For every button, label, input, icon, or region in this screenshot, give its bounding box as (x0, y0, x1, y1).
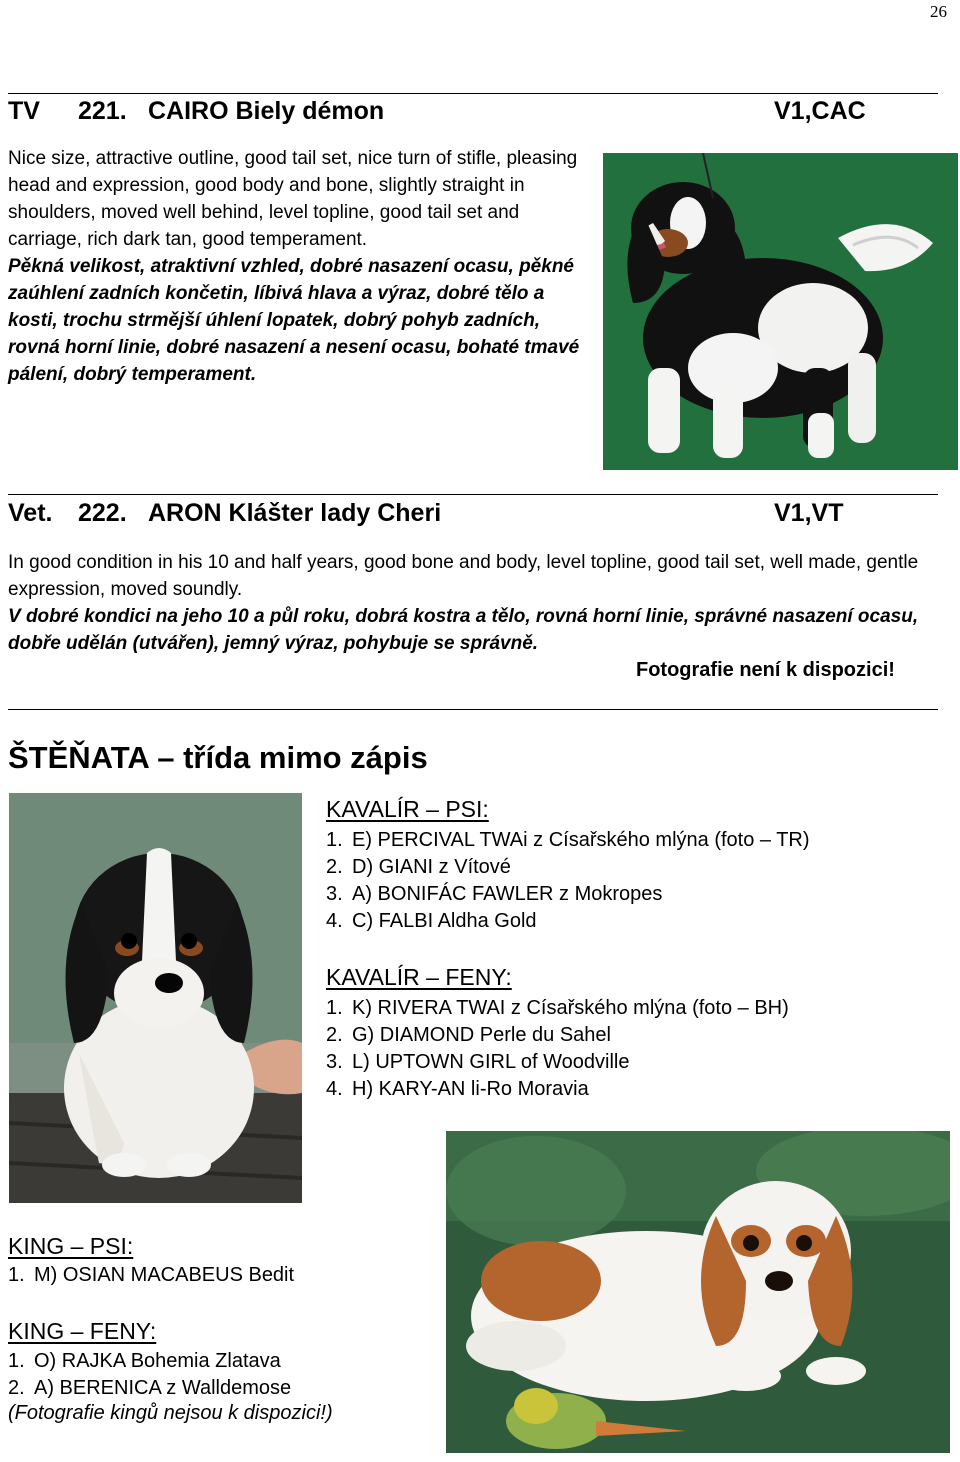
photo-cairo-biely-demon (603, 153, 958, 470)
list-item: 1. K) RIVERA TWAI z Císařského mlýna (foto – BH) (326, 997, 789, 1019)
list-item: 2. A) BERENICA z Walldemose (8, 1377, 292, 1399)
divider (8, 494, 938, 495)
entry-222-class: Vet. (8, 499, 53, 527)
entry-222-text-en: In good condition in his 10 and half years, good bone and body, level topline, good tail set, well made, gentle expression, moved soundly. (8, 552, 919, 600)
entry-222-no-photo: Fotografie není k dispozici! (636, 659, 895, 681)
list-item: 2. G) DIAMOND Perle du Sahel (326, 1024, 611, 1046)
entry-222-rating: V1,VT (774, 499, 844, 527)
king-feny-heading: KING – FENY: (8, 1318, 157, 1344)
king-feny-list (8, 1348, 291, 1402)
list-item: 4. C) FALBI Aldha Gold (326, 910, 537, 932)
divider (8, 709, 938, 710)
entry-222-text-cz: V dobré kondici na jeho 10 a půl roku, dobrá kostra a tělo, rovná horní linie, správné nasazení ocasu, dobře udělán (utvářen), jemný výraz, pohybuje se správně. (8, 606, 919, 654)
list-item: 4. H) KARY-AN li-Ro Moravia (326, 1078, 589, 1100)
kavalir-feny-list (326, 995, 789, 1103)
entry-222-text (8, 549, 953, 657)
page-number: 26 (930, 2, 947, 21)
kavalir-psi-heading: KAVALÍR – PSI: (326, 796, 489, 822)
entry-222-number: 222. (78, 499, 127, 527)
king-psi-heading: KING – PSI: (8, 1233, 134, 1259)
list-item: 1. M) OSIAN MACABEUS Bedit (8, 1264, 295, 1286)
entry-221-text (8, 145, 593, 388)
divider (8, 93, 938, 94)
section-title: ŠTĚŇATA – třída mimo zápis (8, 740, 428, 775)
list-item: 3. A) BONIFÁC FAWLER z Mokropes (326, 883, 663, 905)
entry-221-name: CAIRO Biely démon (148, 97, 385, 125)
entry-221-rating: V1,CAC (774, 97, 866, 125)
list-item: 2. D) GIANI z Vítové (326, 856, 511, 878)
entry-221-number: 221. (78, 97, 127, 125)
photo-rivera-twai (446, 1131, 950, 1453)
list-item: 3. L) UPTOWN GIRL of Woodville (326, 1051, 630, 1073)
kavalir-feny-heading: KAVALÍR – FENY: (326, 964, 512, 990)
kavalir-psi-list (326, 827, 810, 935)
list-item: 1. O) RAJKA Bohemia Zlatava (8, 1350, 281, 1372)
entry-222-name: ARON Klášter lady Cheri (148, 499, 442, 527)
entry-221-class: TV (8, 97, 40, 125)
king-psi-list (8, 1262, 294, 1289)
photo-percival-twai (9, 793, 302, 1203)
entry-221-text-cz: Pěkná velikost, atraktivní vzhled, dobré nasazení ocasu, pěkné zaúhlení zadních končetin, líbivá hlava a výraz, dobré tělo a kosti, trochu strmější úhlení lopatek, dobrý pohyb zadních, rovná horní linie, dobré nasazení a nesení ocasu, bohaté tmavé pálení, dobrý temperament. (8, 256, 580, 385)
king-photo-note: (Fotografie kingů nejsou k dispozici!) (8, 1402, 333, 1424)
list-item: 1. E) PERCIVAL TWAi z Císařského mlýna (foto – TR) (326, 829, 810, 851)
entry-221-text-en: Nice size, attractive outline, good tail set, nice turn of stifle, pleasing head and expression, good body and bone, slightly straight in shoulders, moved well behind, level topline, good tail set and carriage, rich dark tan, good temperament. (8, 148, 578, 250)
